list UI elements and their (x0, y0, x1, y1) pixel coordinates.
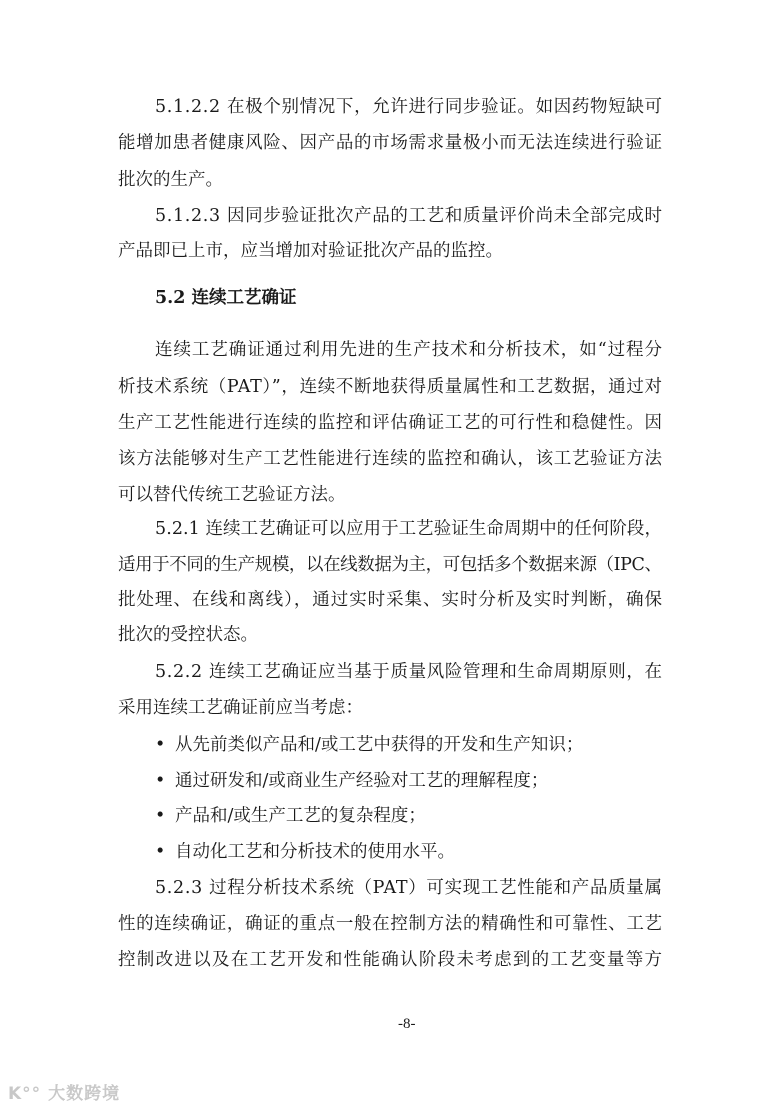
p521-line-1: 5.2.1 连续工艺确证可以应用于工艺验证生命周期中的任何阶段， (155, 519, 663, 539)
bullet-item (155, 841, 455, 863)
p522-line-2: 采用连续工艺确证前应当考虑： (118, 698, 363, 718)
p5122-line-3: 批次的生产。 (118, 170, 223, 190)
p521-line-2: 适用于不同的生产规模，以在线数据为主，可包括多个数据来源（IPC、 (118, 555, 662, 575)
p523-line-1: 5.2.3 过程分析技术系统（PAT）可实现工艺性能和产品质量属 (155, 878, 663, 898)
watermark-logo (8, 1079, 120, 1104)
bullet-icon: • (155, 842, 166, 862)
bullet-item (155, 734, 583, 756)
p521-line-3: 批处理、在线和离线），通过实时采集、实时分析及实时判断，确保 (118, 590, 663, 610)
bullet-icon: • (155, 735, 166, 755)
section-heading: 5.2 连续工艺确证 (155, 288, 297, 308)
intro-line-3: 生产工艺性能进行连续的监控和评估确证工艺的可行性和稳健性。因 (118, 413, 663, 433)
p522-line-1: 5.2.2 连续工艺确证应当基于质量风险管理和生命周期原则，在 (155, 662, 663, 682)
bullet-text: 从先前类似产品和/或工艺中获得的开发和生产知识； (175, 735, 584, 755)
p521-line-4: 批次的受控状态。 (118, 625, 258, 645)
intro-line-5: 可以替代传统工艺验证方法。 (118, 485, 346, 505)
bullet-item (155, 770, 548, 792)
bullet-text: 自动化工艺和分析技术的使用水平。 (175, 842, 455, 862)
watermark-text: 大数跨境 (48, 1084, 121, 1104)
p5122-line-1: 5.1.2.2 在极个别情况下，允许进行同步验证。如因药物短缺可 (155, 97, 663, 117)
p523-line-3: 控制改进以及在工艺开发和性能确认阶段未考虑到的工艺变量等方 (118, 950, 664, 970)
bullet-icon: • (155, 806, 166, 826)
intro-line-2: 析技术系统（PAT）”，连续不断地获得质量属性和工艺数据，通过对 (118, 377, 663, 397)
intro-line-4: 该方法能够对生产工艺性能进行连续的监控和确认，该工艺验证方法 (118, 449, 663, 469)
p5122-line-2: 能增加患者健康风险、因产品的市场需求量极小而无法连续进行验证 (118, 133, 663, 153)
bullet-text: 通过研发和/或商业生产经验对工艺的理解程度； (175, 771, 549, 791)
p5123-line-1: 5.1.2.3 因同步验证批次产品的工艺和质量评价尚未全部完成时 (155, 206, 663, 226)
p5123-line-2: 产品即已上市，应当增加对验证批次产品的监控。 (118, 241, 503, 261)
bullet-item (155, 805, 426, 827)
watermark-icon: K°° (8, 1084, 42, 1104)
bullet-icon: • (155, 771, 166, 791)
intro-line-1: 连续工艺确证通过利用先进的生产技术和分析技术，如“过程分 (155, 340, 663, 360)
p523-line-2: 性的连续确证，确证的重点一般在控制方法的精确性和可靠性、工艺 (118, 914, 663, 934)
page-number: -8- (398, 1016, 416, 1032)
bullet-text: 产品和/或生产工艺的复杂程度； (175, 806, 426, 826)
